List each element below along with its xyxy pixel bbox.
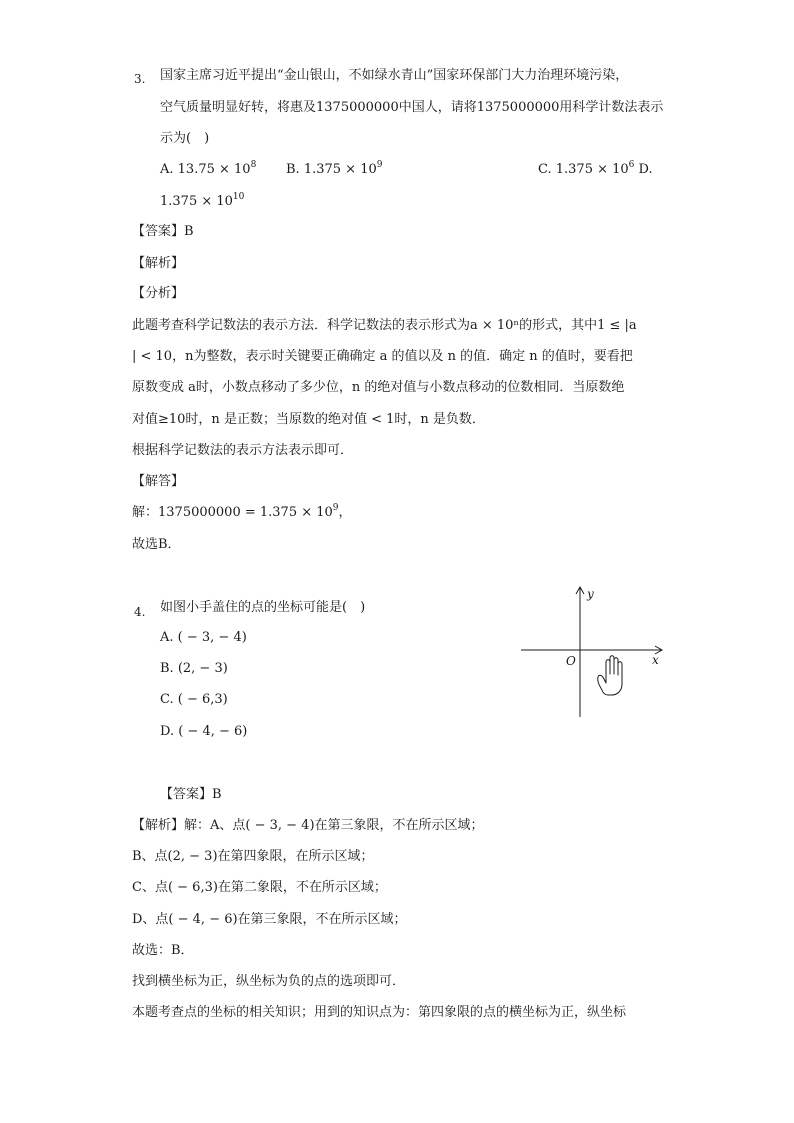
question-3-line-2: 空气质量明显好转，将惠及1375000000中国人，请将1375000000用科学计数法表示 [160,100,664,115]
question-4-explanation-2: B、点(2, − 3)在第四象限，在所示区域； [132,849,374,864]
option-c-base: C. 1.375 × 10 [538,162,629,177]
option-b-exponent: 9 [376,160,383,170]
question-4-explanation-1: 【解析】解：A、点( − 3, − 4)在第三象限，不在所示区域； [132,818,484,833]
question-4-option-c: C. ( − 6,3) [160,692,228,707]
option-a-exponent: 8 [250,160,257,170]
solution-base: 解：1375000000 = 1.375 × 10 [132,505,333,520]
question-3-line-1: 国家主席习近平提出“金山银山，不如绿水青山”国家环保部门大力治理环境污染， [160,68,629,83]
x-axis-label: x [652,653,659,667]
option-d-exponent: 10 [232,192,245,202]
question-4-stem: 如图小手盖住的点的坐标可能是( ) [160,600,366,615]
question-3-line-3: 示为( ) [160,131,210,146]
question-4-explanation-3: C、点( − 6,3)在第二象限，不在所示区域； [132,880,387,895]
question-4-option-b: B. (2, − 3) [160,661,228,676]
question-4-explanation-7: 本题考查点的坐标的相关知识；用到的知识点为：第四象限的点的横坐标为正，纵坐标 [132,1005,627,1020]
y-axis-label: y [587,587,594,601]
question-3-option-b [286,160,382,180]
question-3-jieda-heading: 【解答】 [132,474,185,489]
question-3-jiexi-heading: 【解析】 [132,256,185,271]
origin-label: O [566,654,576,668]
question-3-analysis-2: | < 10，n为整数，表示时关键要正确确定 a 的值以及 n 的值．确定 n 的值时，要看把 [132,349,633,364]
option-d-base: 1.375 × 10 [160,194,233,209]
question-4-option-a: A. ( − 3, − 4) [160,630,247,645]
solution-exponent: 9 [332,503,339,513]
question-3-analysis-5: 根据科学记数法的表示方法表示即可． [132,443,354,458]
question-4-answer: 【答案】B [160,787,222,802]
question-4-explanation-5: 故选：B． [132,943,194,958]
question-3-fenxi-heading: 【分析】 [132,286,185,301]
question-4-number: 4. [134,605,146,619]
question-3-number: 3. [134,72,146,86]
question-3-analysis-1: 此题考查科学记数法的表示方法．科学记数法的表示形式为a × 10ⁿ的形式，其中1 ≤ |a [132,318,637,333]
question-3-answer: 【答案】B [132,224,194,239]
question-4-explanation-4: D、点( − 4, − 6)在第三象限，不在所示区域； [132,912,407,927]
option-d-letter: D. [634,162,653,177]
option-b-base: B. 1.375 × 10 [286,162,377,177]
coordinate-figure [518,584,668,719]
question-3-option-a [160,160,256,180]
question-3-option-d [160,192,244,212]
question-3-conclusion: 故选B． [132,537,181,552]
option-c-exponent: 6 [628,160,635,170]
question-3-solution [132,503,352,523]
hand-icon [598,656,622,695]
option-a-base: A. 13.75 × 10 [160,162,251,177]
question-3-analysis-3: 原数变成 a时，小数点移动了多少位，n 的绝对值与小数点移动的位数相同．当原数绝 [132,380,625,395]
question-3-option-c [538,160,653,180]
solution-suffix: ， [338,505,352,520]
question-4-explanation-6: 找到横坐标为正，纵坐标为负的点的选项即可． [132,974,406,989]
question-3-analysis-4: 对值≥10时，n 是正数；当原数的绝对值 < 1时，n 是负数． [132,412,485,427]
question-4-option-d: D. ( − 4, − 6) [160,724,248,739]
